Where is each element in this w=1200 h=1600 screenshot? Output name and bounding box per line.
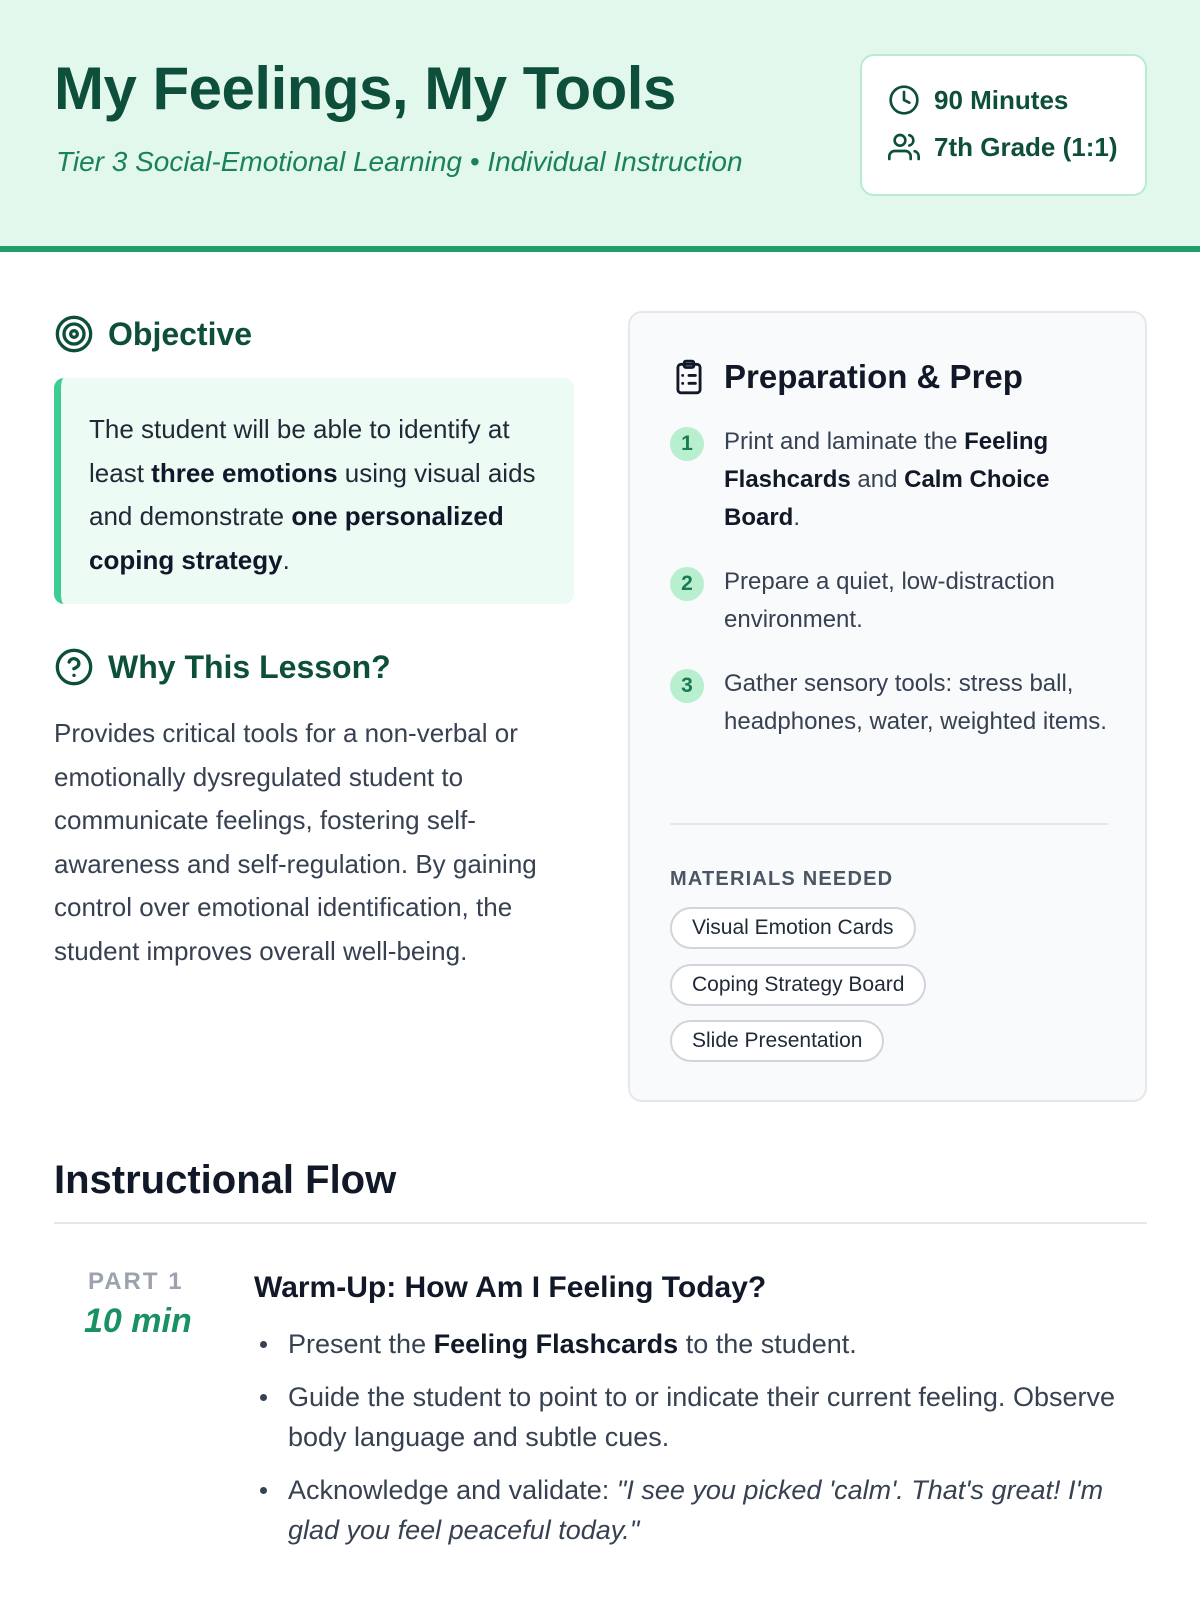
why-heading <box>54 647 391 687</box>
step-text: Gather sensory tools: stress ball, headphones, water, weighted items. <box>724 670 1107 735</box>
target-icon <box>54 314 94 354</box>
material-tag: Visual Emotion Cards <box>670 907 916 949</box>
why-title: Why This Lesson? <box>108 648 391 685</box>
part-label: PART 1 <box>88 1268 184 1295</box>
step-text: Prepare a quiet, low-distraction environment. <box>724 568 1055 633</box>
list-item: Acknowledge and validate: "I see you picked 'calm'. That's great! I'm glad you feel peaceful today." <box>254 1470 1134 1550</box>
objective-heading <box>54 314 252 354</box>
material-tag: Slide Presentation <box>670 1020 884 1062</box>
preparation-title: Preparation & Prep <box>724 358 1023 395</box>
lesson-subtitle: Tier 3 Social-Emotional Learning • Individual Instruction <box>56 146 743 177</box>
help-circle-icon <box>54 647 94 687</box>
objective-box <box>54 378 574 604</box>
flow-divider <box>54 1222 1147 1224</box>
list-item: Guide the student to point to or indicate their current feeling. Observe body language and subtle cues. <box>254 1377 1134 1457</box>
material-tag: Coping Strategy Board <box>670 964 926 1006</box>
lesson-meta-card <box>860 54 1147 196</box>
clock-icon <box>888 84 920 116</box>
clipboard-list-icon <box>670 357 708 397</box>
lesson-title: My Feelings, My Tools <box>54 55 676 122</box>
preparation-heading <box>670 357 1023 397</box>
lesson-header <box>0 0 1200 252</box>
step-number-badge: 1 <box>670 427 704 461</box>
users-icon <box>888 131 920 163</box>
grade-text: 7th Grade (1:1) <box>934 131 1118 162</box>
materials-label: MATERIALS NEEDED <box>670 868 894 890</box>
step-text: Print and laminate the Feeling Flashcards and Calm Choice Board. <box>724 428 1050 531</box>
objective-bold-strategy: one personalized coping strategy <box>89 501 504 575</box>
part-bullet-list <box>254 1324 1134 1563</box>
preparation-card <box>628 311 1147 1102</box>
step-number-badge: 2 <box>670 567 704 601</box>
step-number-badge: 3 <box>670 669 704 703</box>
objective-bold-emotions: three emotions <box>151 457 338 488</box>
why-text: Provides critical tools for a non-verbal or emotionally dysregulated student to communicate feelings, fostering self-awareness and self-regulation. By gaining control over emotional identification, the student improves overall well-being. <box>54 718 537 966</box>
objective-text: The student will be able to identify at least three emotions using visual aids and demonstrate one personalized coping strategy. <box>89 414 536 575</box>
prep-divider <box>670 823 1108 825</box>
instructional-flow-title: Instructional Flow <box>54 1158 397 1202</box>
part-title: Warm-Up: How Am I Feeling Today? <box>254 1271 767 1304</box>
grade-row <box>888 131 1118 163</box>
duration-text: 90 Minutes <box>934 84 1069 115</box>
objective-title: Objective <box>108 315 253 352</box>
list-item: Present the Feeling Flashcards to the student. <box>254 1324 1134 1364</box>
duration-row <box>888 84 1068 116</box>
part-duration: 10 min <box>84 1302 192 1340</box>
